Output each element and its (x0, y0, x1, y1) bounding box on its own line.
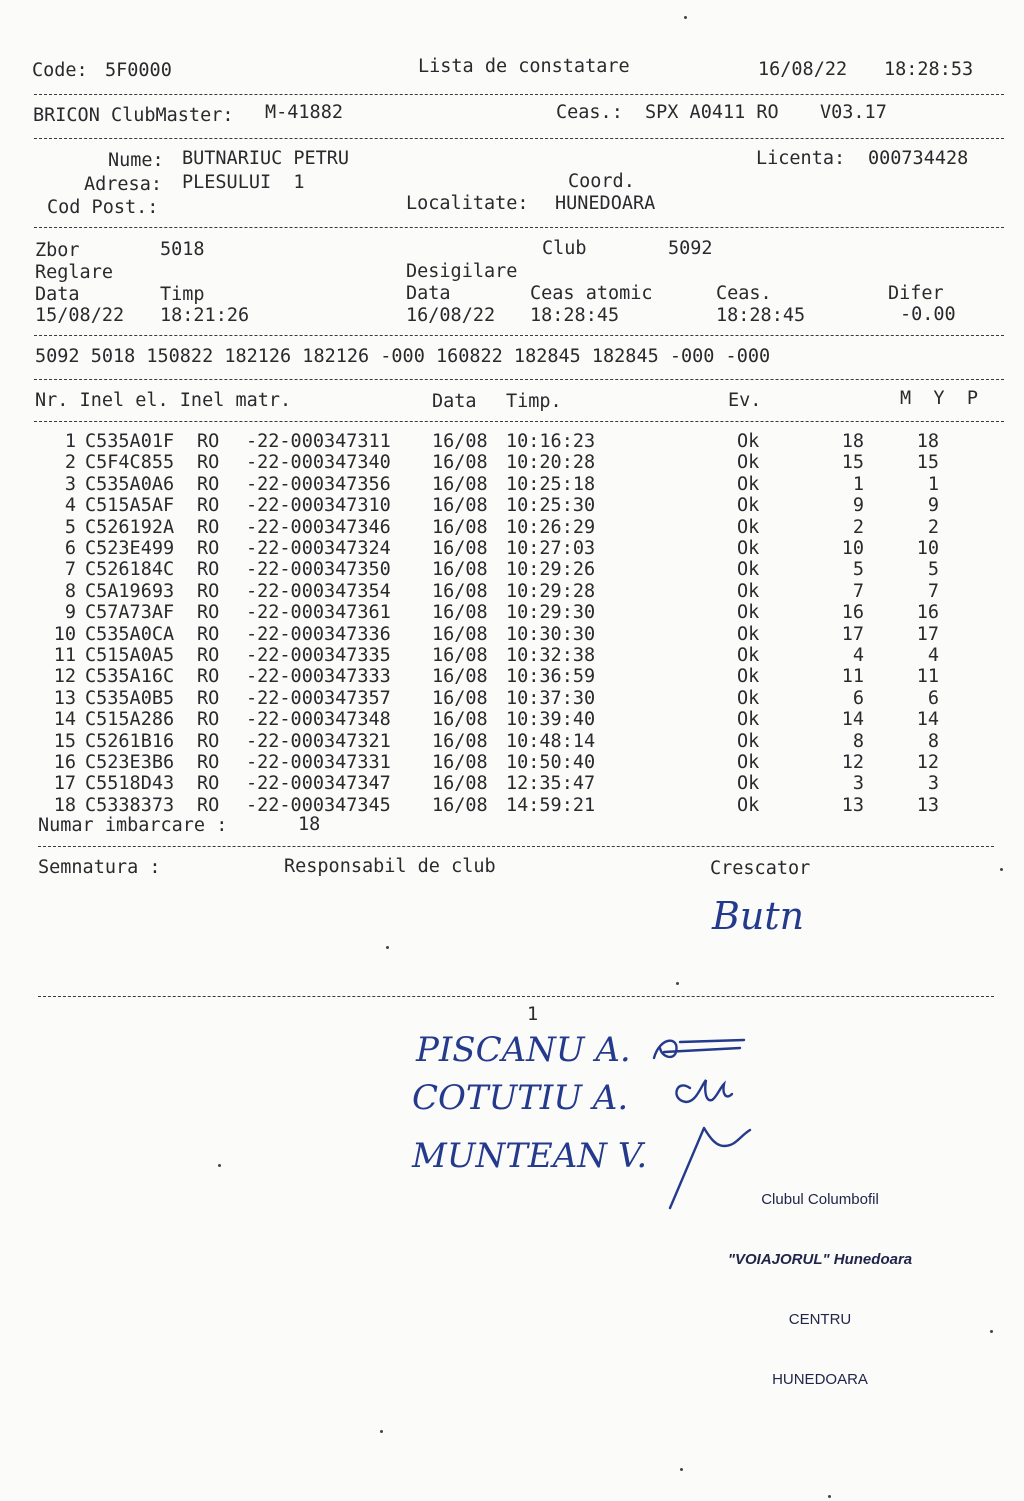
paper-speck (218, 1164, 221, 1167)
row-m: 4 (852, 645, 864, 666)
row-country: RO (197, 452, 220, 474)
row-y: 16 (916, 602, 939, 624)
row-nr: 12 (53, 666, 76, 688)
table-row (0, 517, 1024, 538)
coord-label: Coord. (568, 171, 635, 192)
row-time: 10:29:30 (506, 602, 596, 624)
divider (34, 138, 1004, 139)
ceas-col-label: Ceas. (716, 283, 772, 304)
difer-label: Difer (888, 283, 944, 304)
row-m: 18 (841, 431, 864, 452)
row-ev: Ok (737, 752, 760, 773)
table-header-data: Data (432, 391, 477, 412)
row-date: 16/08 (432, 730, 488, 752)
row-matricol: -22-000347346 (246, 516, 391, 538)
row-m: 16 (841, 602, 864, 624)
table-header-ev: Ev. (728, 390, 762, 411)
row-time: 10:29:26 (506, 559, 596, 581)
clubmaster-label: BRICON ClubMaster: (33, 105, 234, 126)
nume-label: Nume: (108, 150, 164, 171)
ceas-label: Ceas.: (556, 102, 623, 123)
row-y: 1 (927, 473, 939, 495)
table-row (0, 731, 1024, 752)
table-row (0, 495, 1024, 516)
table-row (0, 559, 1024, 580)
row-nr: 15 (53, 730, 76, 752)
row-date: 16/08 (432, 473, 488, 495)
row-time: 10:20:28 (506, 452, 596, 474)
row-time: 10:32:38 (506, 645, 596, 666)
row-time: 10:26:29 (506, 516, 596, 538)
row-time: 10:25:30 (506, 495, 596, 517)
firmware-version: V03.17 (820, 102, 887, 123)
table-row (0, 645, 1024, 666)
row-m: 11 (841, 666, 864, 688)
divider (34, 94, 1004, 95)
row-inel: C57A73AF (85, 602, 175, 624)
table-row (0, 452, 1024, 473)
row-date: 16/08 (432, 794, 488, 816)
reglare-data-label: Data (35, 284, 80, 305)
row-country: RO (197, 602, 220, 624)
row-inel: C535A0A6 (85, 473, 175, 495)
paper-speck (684, 16, 687, 19)
stamp-line-2: "VOIAJORUL" Hunedoara (727, 1251, 913, 1268)
localitate-value: HUNEDOARA (555, 193, 656, 214)
table-row (0, 688, 1024, 709)
table-row (0, 666, 1024, 687)
row-time: 10:30:30 (506, 623, 596, 645)
desig-atomic-value: 18:28:45 (530, 305, 620, 326)
row-time: 10:39:40 (506, 709, 596, 731)
club-value: 5092 (668, 238, 713, 259)
row-time: 14:59:21 (506, 794, 596, 816)
row-matricol: -22-000347348 (246, 709, 391, 731)
row-date: 16/08 (432, 602, 488, 624)
row-ev: Ok (737, 431, 760, 452)
row-time: 10:16:23 (506, 431, 596, 452)
row-country: RO (197, 794, 220, 816)
row-matricol: -22-000347345 (246, 794, 391, 816)
page-title: Lista de constatare (418, 56, 630, 77)
row-ev: Ok (737, 580, 760, 602)
row-nr: 1 (64, 431, 76, 452)
row-y: 5 (927, 559, 939, 581)
row-country: RO (197, 516, 220, 538)
row-y: 11 (916, 666, 939, 688)
row-m: 6 (852, 687, 864, 709)
row-nr: 10 (53, 623, 76, 645)
row-y: 7 (927, 580, 939, 602)
row-date: 16/08 (432, 623, 488, 645)
row-nr: 3 (64, 473, 76, 495)
row-y: 9 (927, 495, 939, 517)
semnatura-label: Semnatura : (38, 857, 161, 878)
stamp-line-1: Clubul Columbofil (761, 1191, 879, 1208)
paper-speck (990, 1330, 993, 1333)
row-inel: C526184C (85, 559, 175, 581)
row-inel: C515A5AF (85, 495, 175, 517)
reglare-label: Reglare (35, 262, 113, 283)
table-row (0, 795, 1024, 816)
row-matricol: -22-000347310 (246, 495, 391, 517)
row-country: RO (197, 623, 220, 645)
localitate-label: Localitate: (406, 193, 529, 214)
row-nr: 9 (64, 602, 76, 624)
row-country: RO (197, 730, 220, 752)
code-value: 5F0000 (105, 60, 172, 81)
code-line: 5092 5018 150822 182126 182126 -000 160822 182845 182845 -000 -000 (35, 346, 771, 367)
row-matricol: -22-000347321 (246, 730, 391, 752)
row-m: 8 (852, 730, 864, 752)
difer-value: -0.00 (900, 304, 956, 325)
row-date: 16/08 (432, 516, 488, 538)
row-date: 16/08 (432, 559, 488, 581)
row-y: 18 (916, 431, 939, 452)
licenta-value: 000734428 (868, 148, 969, 169)
row-country: RO (197, 645, 220, 666)
row-ev: Ok (737, 516, 760, 538)
row-ev: Ok (737, 773, 760, 795)
paper-speck (1000, 868, 1003, 871)
page-number: 1 (527, 1004, 539, 1025)
table-header-myp: M Y P (900, 388, 978, 409)
stamp-line-4: HUNEDOARA (772, 1371, 868, 1388)
table-row (0, 538, 1024, 559)
codpost-label: Cod Post.: (47, 197, 159, 218)
row-ev: Ok (737, 645, 760, 666)
row-country: RO (197, 538, 220, 559)
reglare-timp-label: Timp (160, 284, 205, 305)
divider (34, 227, 1004, 228)
row-ev: Ok (737, 666, 760, 688)
code-label: Code: (32, 60, 88, 81)
paper-speck (828, 1495, 831, 1498)
desigilare-label: Desigilare (406, 261, 518, 282)
nume-value: BUTNARIUC PETRU (182, 148, 350, 169)
crescator-signature: Butn (712, 894, 805, 938)
row-m: 1 (852, 473, 864, 495)
row-inel: C5A19693 (85, 580, 175, 602)
row-ev: Ok (737, 495, 760, 517)
row-date: 16/08 (432, 752, 488, 773)
row-y: 10 (916, 538, 939, 559)
row-matricol: -22-000347324 (246, 538, 391, 559)
crescator-label: Crescator (710, 858, 811, 879)
table-row (0, 581, 1024, 602)
table-row (0, 709, 1024, 730)
row-m: 12 (841, 752, 864, 773)
divider (34, 335, 1004, 336)
row-country: RO (197, 687, 220, 709)
row-country: RO (197, 666, 220, 688)
row-inel: C523E3B6 (85, 752, 175, 773)
witness-name-1: PISCANU A. (416, 1030, 631, 1070)
row-inel: C5518D43 (85, 773, 175, 795)
row-country: RO (197, 773, 220, 795)
desig-ceas-value: 18:28:45 (716, 305, 806, 326)
row-m: 9 (852, 495, 864, 517)
divider (38, 996, 994, 997)
row-matricol: -22-000347333 (246, 666, 391, 688)
row-ev: Ok (737, 473, 760, 495)
row-y: 17 (916, 623, 939, 645)
divider (34, 379, 1004, 380)
row-m: 13 (841, 794, 864, 816)
row-matricol: -22-000347361 (246, 602, 391, 624)
divider (34, 421, 1004, 422)
row-nr: 16 (53, 752, 76, 773)
row-time: 10:25:18 (506, 473, 596, 495)
row-date: 16/08 (432, 538, 488, 559)
club-label: Club (542, 238, 587, 259)
row-date: 16/08 (432, 773, 488, 795)
row-country: RO (197, 495, 220, 517)
row-y: 13 (916, 794, 939, 816)
witness-name-2: COTUTIU A. (412, 1078, 629, 1118)
row-inel: C526192A (85, 516, 175, 538)
row-ev: Ok (737, 709, 760, 731)
header-time: 18:28:53 (884, 59, 974, 80)
row-y: 6 (927, 687, 939, 709)
row-y: 3 (927, 773, 939, 795)
row-matricol: -22-000347331 (246, 752, 391, 773)
row-matricol: -22-000347336 (246, 623, 391, 645)
table-header-timp: Timp. (506, 391, 562, 412)
row-inel: C535A16C (85, 666, 175, 688)
table-row (0, 431, 1024, 452)
imbarcare-value: 18 (298, 814, 321, 835)
row-nr: 13 (53, 687, 76, 709)
row-y: 8 (927, 730, 939, 752)
row-time: 10:27:03 (506, 538, 596, 559)
row-nr: 17 (53, 773, 76, 795)
row-inel: C523E499 (85, 538, 175, 559)
row-m: 2 (852, 516, 864, 538)
row-y: 12 (916, 752, 939, 773)
row-time: 10:48:14 (506, 730, 596, 752)
table-row (0, 773, 1024, 794)
paper-speck (386, 946, 389, 949)
row-matricol: -22-000347311 (246, 431, 391, 452)
ceas-atomic-label: Ceas atomic (530, 283, 653, 304)
row-ev: Ok (737, 452, 760, 474)
row-ev: Ok (737, 602, 760, 624)
reglare-data-value: 15/08/22 (35, 305, 125, 326)
clubmaster-value: M-41882 (265, 102, 343, 123)
stamp-line-3: CENTRU (788, 1311, 852, 1328)
row-country: RO (197, 431, 220, 452)
row-nr: 11 (53, 645, 76, 666)
row-matricol: -22-000347335 (246, 645, 391, 666)
row-y: 14 (916, 709, 939, 731)
imbarcare-label: Numar imbarcare : (38, 815, 228, 836)
row-nr: 4 (64, 495, 76, 517)
row-nr: 8 (64, 580, 76, 602)
row-date: 16/08 (432, 495, 488, 517)
row-country: RO (197, 752, 220, 773)
row-ev: Ok (737, 687, 760, 709)
header-date: 16/08/22 (758, 59, 848, 80)
table-row (0, 624, 1024, 645)
paper-speck (680, 1468, 683, 1471)
row-nr: 18 (53, 794, 76, 816)
row-y: 4 (927, 645, 939, 666)
row-time: 12:35:47 (506, 773, 596, 795)
row-time: 10:37:30 (506, 687, 596, 709)
reglare-timp-value: 18:21:26 (160, 305, 250, 326)
row-ev: Ok (737, 794, 760, 816)
row-date: 16/08 (432, 709, 488, 731)
zbor-label: Zbor (35, 240, 80, 261)
row-ev: Ok (737, 559, 760, 581)
row-m: 3 (852, 773, 864, 795)
row-ev: Ok (737, 623, 760, 645)
table-row (0, 602, 1024, 623)
desig-data-label: Data (406, 283, 451, 304)
row-matricol: -22-000347350 (246, 559, 391, 581)
row-date: 16/08 (432, 452, 488, 474)
row-y: 2 (927, 516, 939, 538)
row-m: 17 (841, 623, 864, 645)
adresa-value: PLESULUI 1 (182, 172, 305, 193)
row-date: 16/08 (432, 666, 488, 688)
club-stamp (705, 1150, 935, 1430)
row-country: RO (197, 580, 220, 602)
row-nr: 6 (64, 538, 76, 559)
row-inel: C535A0B5 (85, 687, 175, 709)
row-date: 16/08 (432, 645, 488, 666)
row-m: 14 (841, 709, 864, 731)
row-inel: C535A01F (85, 431, 175, 452)
witness-name-3: MUNTEAN V. (412, 1136, 648, 1176)
row-matricol: -22-000347354 (246, 580, 391, 602)
row-date: 16/08 (432, 431, 488, 452)
paper-speck (676, 982, 679, 985)
row-m: 5 (852, 559, 864, 581)
adresa-label: Adresa: (84, 174, 162, 195)
row-country: RO (197, 473, 220, 495)
row-y: 15 (916, 452, 939, 474)
row-inel: C535A0CA (85, 623, 175, 645)
row-m: 7 (852, 580, 864, 602)
row-ev: Ok (737, 538, 760, 559)
row-nr: 14 (53, 709, 76, 731)
row-date: 16/08 (432, 580, 488, 602)
row-m: 10 (841, 538, 864, 559)
row-time: 10:29:28 (506, 580, 596, 602)
row-nr: 2 (64, 452, 76, 474)
row-inel: C5261B16 (85, 730, 175, 752)
table-row (0, 752, 1024, 773)
divider (38, 846, 994, 847)
row-country: RO (197, 709, 220, 731)
row-ev: Ok (737, 730, 760, 752)
row-inel: C5F4C855 (85, 452, 175, 474)
table-row (0, 474, 1024, 495)
row-matricol: -22-000347340 (246, 452, 391, 474)
row-inel: C515A0A5 (85, 645, 175, 666)
row-nr: 5 (64, 516, 76, 538)
row-time: 10:36:59 (506, 666, 596, 688)
row-date: 16/08 (432, 687, 488, 709)
row-matricol: -22-000347356 (246, 473, 391, 495)
table-header-nr-inel: Nr. Inel el. Inel matr. (35, 390, 292, 411)
row-nr: 7 (64, 559, 76, 581)
row-time: 10:50:40 (506, 752, 596, 773)
row-country: RO (197, 559, 220, 581)
row-matricol: -22-000347357 (246, 687, 391, 709)
row-inel: C515A286 (85, 709, 175, 731)
desig-data-value: 16/08/22 (406, 305, 496, 326)
ceas-value: SPX A0411 RO (645, 102, 779, 123)
licenta-label: Licenta: (756, 148, 846, 169)
row-inel: C5338373 (85, 794, 175, 816)
paper-speck (380, 1430, 383, 1433)
row-matricol: -22-000347347 (246, 773, 391, 795)
row-m: 15 (841, 452, 864, 474)
responsabil-label: Responsabil de club (284, 856, 496, 877)
zbor-value: 5018 (160, 239, 205, 260)
